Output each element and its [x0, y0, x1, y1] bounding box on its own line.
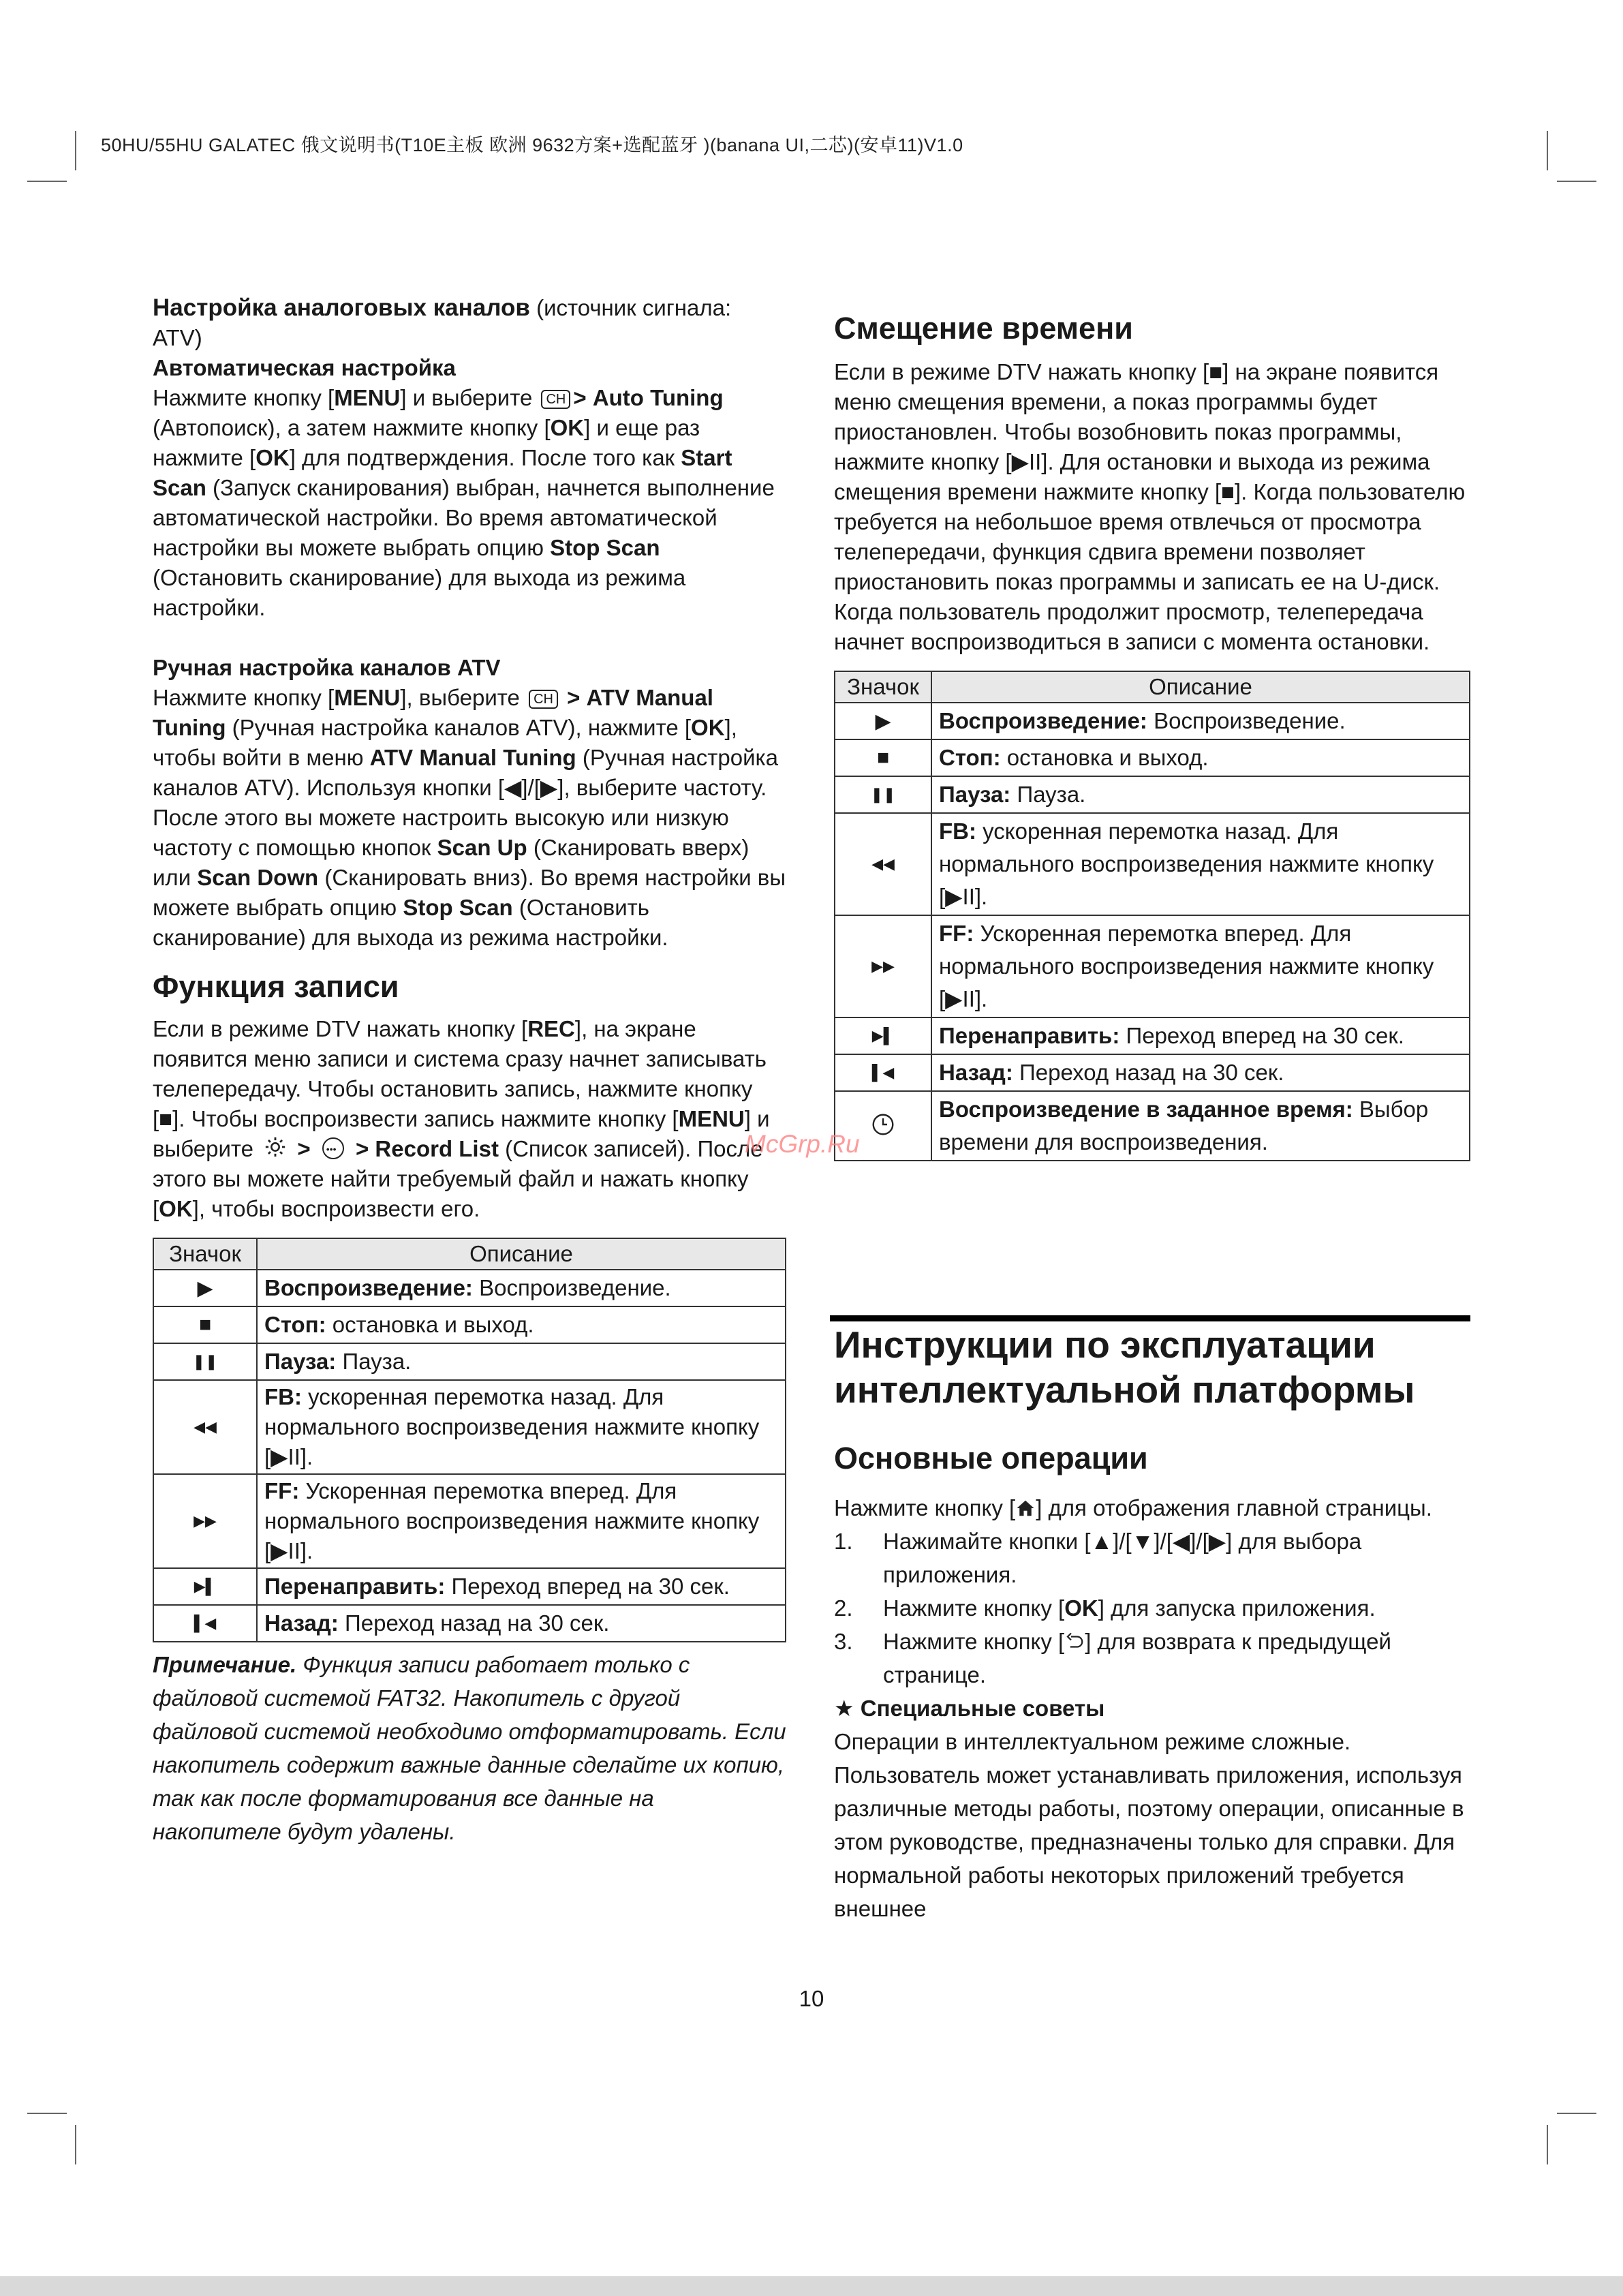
play-icon: ▶ — [153, 1270, 257, 1306]
table-header-description: Описание — [257, 1238, 786, 1270]
rewind-icon: ◀◀ — [153, 1380, 257, 1474]
crop-mark — [27, 181, 67, 182]
crop-mark — [75, 131, 76, 170]
rewind-icon: ◀◀ — [835, 813, 931, 915]
manual-tuning-title: Ручная настройка каналов ATV — [153, 655, 501, 680]
table-row: ▶▌ Перенаправить: Переход вперед на 30 сек. — [835, 1017, 1470, 1054]
table-row: ▶▶ FF: Ускоренная перемотка вперед. Для нормального воспроизведения нажмите кнопку [▶II]. — [153, 1474, 786, 1568]
auto-tuning-title: Автоматическая настройка — [153, 355, 456, 380]
crop-mark — [1547, 2125, 1548, 2164]
table-row: ◀◀ FB: ускоренная перемотка назад. Для нормального воспроизведения нажмите кнопку [▶II]. — [835, 813, 1470, 915]
record-section-title: Функция записи — [153, 969, 399, 1004]
scan-edge — [0, 2276, 1623, 2296]
back-icon — [1064, 1632, 1085, 1651]
table-row: Воспроизведение в заданное время: Выбор времени для воспроизведения. — [835, 1091, 1470, 1161]
more-icon: ••• — [322, 1137, 344, 1159]
crop-mark — [1557, 181, 1596, 182]
atv-section-title: Настройка аналоговых каналов (источник сигнала: ATV) — [153, 294, 732, 350]
crop-mark — [27, 2113, 67, 2114]
crop-mark — [1557, 2113, 1596, 2114]
crop-mark — [75, 2125, 76, 2164]
manual-tuning-text: Нажмите кнопку [MENU], выберите CH > ATV Manual Tuning (Ручная настройка каналов ATV), нажмите [OK], чтобы войти в меню ATV Manual Tuning (Ручная настройка каналов ATV). Используя кнопки [◀]/[▶], выберите частоту. После этого вы можете настроить высокую или низкую частоту с помощью кнопок Scan Up (Сканировать вверх) или Scan Down (Сканировать вниз). Во время настройки вы можете выбрать опцию Stop Scan (Остановить сканирование) для выхода из режима настройки. — [153, 685, 786, 950]
record-controls-table — [153, 1238, 786, 1642]
table-row: ▌◀ Назад: Переход назад на 30 сек. — [835, 1054, 1470, 1091]
list-item: 3. Нажмите кнопку [ ] для возврата к предыдущей странице. — [834, 1629, 1391, 1687]
steps-list — [834, 1525, 1470, 1692]
stop-icon: ■ — [153, 1306, 257, 1343]
table-row: ▶▶ FF: Ускоренная перемотка вперед. Для нормального воспроизведения нажмите кнопку [▶II]. — [835, 915, 1470, 1017]
ch-key-icon: CH — [541, 390, 570, 409]
pause-icon: ❚❚ — [835, 776, 931, 813]
record-text: Если в режиме DTV нажать кнопку [REC], на экране появится меню записи и система сразу начнет записывать телепередачу. Чтобы остановить запись, нажмите кнопку [■]. Чтобы воспроизвести запись нажмите кнопку [MENU] и выберите > ••• > Record List (Список записей). После этого вы можете найти требуемый файл и нажать кнопку [OK], чтобы воспроизвести его. — [153, 1016, 770, 1221]
main-section-title: Инструкции по эксплуатации интеллектуальной платформы — [834, 1323, 1415, 1411]
list-item: 1. Нажимайте кнопки [▲]/[▼]/[◀]/[▶] для выбора приложения. — [834, 1529, 1362, 1587]
skip-back-icon: ▌◀ — [153, 1605, 257, 1642]
table-row: ▶ Воспроизведение: Воспроизведение. — [835, 703, 1470, 739]
page-header: 50HU/55HU GALATEC 俄文说明书(T10E主板 欧洲 9632方案+选配蓝牙 )(banana UI,二芯)(安卓11)V1.0 — [101, 135, 963, 155]
pause-icon: ❚❚ — [153, 1343, 257, 1380]
basic-operations — [834, 1438, 1470, 1925]
play-icon: ▶ — [835, 703, 931, 739]
gear-icon — [264, 1135, 287, 1159]
tips-title: ★ Специальные советы — [834, 1696, 1105, 1721]
ch-key-icon: CH — [529, 690, 558, 709]
timeshift-text: Если в режиме DTV нажать кнопку [■] на экране появится меню смещения времени, а показ программы будет приостановлен. Чтобы возобновить показ программы, нажмите кнопку [▶II]. Для остановки и выхода из режима смещения времени нажмите кнопку [■]. Когда пользователю требуется на небольшое время отвлечься от просмотра телепередачи, функция сдвига времени позволяет приостановить показ программы и записать ее на U-диск. Когда пользователь продолжит просмотр, телепередача начнет воспроизводиться в записи с момента остановки. — [834, 359, 1466, 654]
basic-operations-intro: Нажмите кнопку [ ] для отображения главной страницы. — [834, 1495, 1432, 1520]
table-row: ◀◀ FB: ускоренная перемотка назад. Для нормального воспроизведения нажмите кнопку [▶II]. — [153, 1380, 786, 1474]
right-column — [834, 308, 1470, 1161]
skip-forward-icon: ▶▌ — [835, 1017, 931, 1054]
skip-back-icon: ▌◀ — [835, 1054, 931, 1091]
basic-operations-title: Основные операции — [834, 1441, 1148, 1475]
section-divider — [830, 1315, 1470, 1321]
timeshift-section-title: Смещение времени — [834, 311, 1133, 346]
page-number: 10 — [799, 1986, 824, 2011]
table-header-icon: Значок — [153, 1238, 257, 1270]
table-header-icon: Значок — [835, 671, 931, 703]
tips-text: Операции в интеллектуальном режиме сложные. Пользователь может устанавливать приложения, используя различные методы работы, поэтому операции, описанные в этом руководстве, предназначены только для справки. Для нормальной работы некоторых приложений требуется внешнее — [834, 1729, 1464, 1921]
table-row: ❚❚ Пауза: Пауза. — [153, 1343, 786, 1380]
watermark: McGrp.Ru — [745, 1130, 860, 1158]
fast-forward-icon: ▶▶ — [835, 915, 931, 1017]
home-icon — [1015, 1499, 1036, 1518]
table-row: ▶ Воспроизведение: Воспроизведение. — [153, 1270, 786, 1306]
table-row: ■ Стоп: остановка и выход. — [835, 739, 1470, 776]
table-header-description: Описание — [931, 671, 1470, 703]
table-row: ■ Стоп: остановка и выход. — [153, 1306, 786, 1343]
fast-forward-icon: ▶▶ — [153, 1474, 257, 1568]
table-row: ❚❚ Пауза: Пауза. — [835, 776, 1470, 813]
crop-mark — [1547, 131, 1548, 170]
left-column — [153, 293, 786, 1871]
record-note: Примечание. Функция записи работает только с файловой системой FAT32. Накопитель с другой файловой системой необходимо отформатировать. Если накопитель содержит важные данные сделайте их копию, так как после форматирования все данные на накопителе будут удалены. — [153, 1652, 786, 1844]
timeshift-controls-table — [834, 671, 1470, 1161]
table-row: ▌◀ Назад: Переход назад на 30 сек. — [153, 1605, 786, 1642]
skip-forward-icon: ▶▌ — [153, 1568, 257, 1605]
stop-icon: ■ — [835, 739, 931, 776]
table-row: ▶▌ Перенаправить: Переход вперед на 30 сек. — [153, 1568, 786, 1605]
list-item: 2. Нажмите кнопку [OK] для запуска приложения. — [834, 1595, 1376, 1621]
auto-tuning-text: Нажмите кнопку [MENU] и выберите CH > Auto Tuning (Автопоиск), а затем нажмите кнопку [OK] и еще раз нажмите [OK] для подтверждения. После того как Start Scan (Запуск сканирования) выбран, начнется выполнение автоматической настройки. Во время автоматической настройки вы можете выбрать опцию Stop Scan (Остановить сканирование) для выхода из режима настройки. — [153, 385, 775, 620]
